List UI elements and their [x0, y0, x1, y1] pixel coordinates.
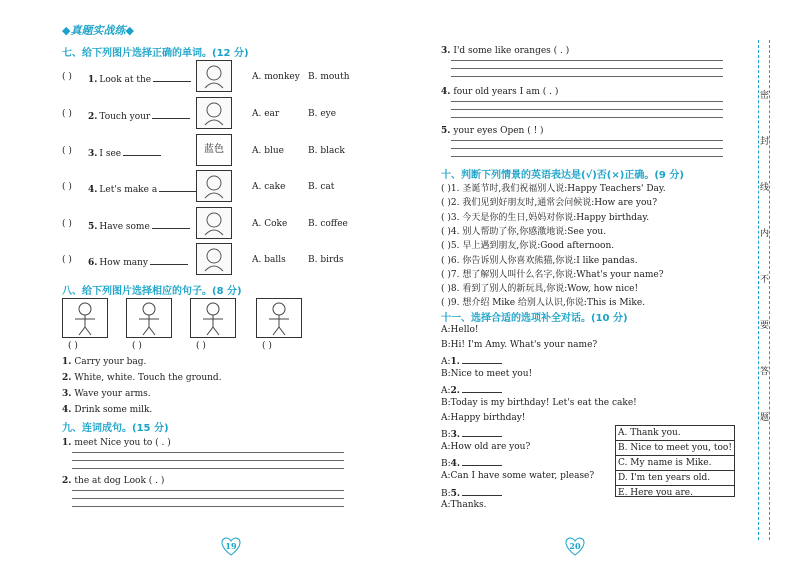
answer-blank[interactable]	[462, 383, 502, 393]
seal-char: 线	[760, 183, 770, 193]
option-4: D. I'm ten years old.	[616, 471, 734, 486]
writing-line[interactable]	[72, 460, 344, 461]
coke-can-picture	[196, 207, 232, 239]
item-number: 4.	[441, 87, 451, 97]
sentence-text: White, white. Touch the ground.	[74, 373, 222, 383]
writing-line[interactable]	[451, 76, 723, 77]
sentence-number: 1.	[62, 357, 72, 367]
seal-char: 内	[760, 229, 770, 239]
answer-blank[interactable]	[462, 354, 502, 364]
section-11-title: 十一、选择合适的选项补全对话。(10 分)	[441, 313, 628, 324]
seal-char: 答	[760, 367, 770, 377]
dialogue-line-5	[441, 383, 504, 396]
line-text: Hi! I'm Amy. What's your name?	[450, 339, 598, 350]
answer-blank[interactable]	[123, 146, 161, 156]
answer-blank[interactable]	[462, 456, 502, 466]
page-number-left-text: 19	[225, 541, 237, 551]
speaker: B:	[441, 459, 451, 470]
picture-answer-paren[interactable]: ( )	[262, 341, 272, 351]
seal-line-outer	[758, 40, 760, 540]
writing-line[interactable]	[451, 148, 723, 149]
sentence-text: Wave your arms.	[74, 389, 151, 399]
color-card	[196, 134, 232, 166]
section-7-title: 七、给下列图片选择正确的单词。(12 分)	[62, 48, 249, 59]
cake-picture	[196, 170, 232, 202]
question-text: How many	[99, 258, 149, 268]
word-order-2	[62, 476, 164, 486]
sentence-3	[62, 389, 151, 399]
speaker: B:	[441, 430, 451, 441]
line-text: Thanks.	[450, 500, 487, 511]
answer-blank[interactable]	[159, 182, 197, 192]
color-card-label: 蓝色	[204, 144, 224, 155]
speaker: B:	[441, 488, 451, 499]
dialogue-line-7	[441, 413, 525, 423]
page-number-right-text: 20	[569, 541, 581, 551]
option-a: A. balls	[252, 255, 286, 265]
item-words: I'd some like oranges ( . )	[453, 46, 570, 56]
option-b: B. mouth	[308, 72, 350, 82]
speaker: B:	[441, 339, 451, 350]
writing-line[interactable]	[451, 156, 723, 157]
monkey-picture	[196, 60, 232, 92]
question-text: Have some	[99, 222, 150, 232]
option-5: E. Here you are.	[618, 488, 693, 498]
speaker: A:	[441, 500, 451, 511]
dialogue-line-3	[441, 354, 504, 367]
item-words: your eyes Open ( ! )	[453, 126, 544, 136]
action-picture-1	[62, 298, 108, 338]
dialogue-line-8	[441, 427, 504, 440]
sentence-text: Drink some milk.	[74, 405, 153, 415]
writing-line[interactable]	[72, 490, 344, 491]
option-a: A. blue	[252, 146, 284, 156]
judge-item-3[interactable]: ( )3. 今天是你的生日,妈妈对你说:Happy birthday.	[441, 212, 650, 223]
item-words: meet Nice you to ( . )	[74, 438, 171, 448]
answer-blank[interactable]	[152, 109, 190, 119]
writing-line[interactable]	[451, 68, 723, 69]
page-number-left	[218, 535, 244, 557]
writing-line[interactable]	[451, 109, 723, 110]
item-number: 2.	[62, 476, 72, 486]
option-b: B. birds	[308, 255, 344, 265]
question-text: I see	[99, 149, 122, 159]
question-text: Look at the	[99, 75, 152, 85]
dialogue-line-1	[441, 325, 479, 335]
option-a: A. cake	[252, 182, 286, 192]
action-picture-2	[126, 298, 172, 338]
item-number: 3.	[441, 46, 451, 56]
line-text: 5.	[450, 488, 461, 499]
question-number: 1.	[88, 75, 98, 85]
line-text: Nice to meet you!	[450, 368, 533, 379]
word-order-5	[441, 126, 544, 136]
speaker: A:	[441, 325, 451, 335]
option-b: B. black	[308, 146, 345, 156]
option-2: B. Nice to meet you, too!	[616, 441, 734, 456]
dialogue-line-6	[441, 398, 637, 408]
speaker: B:	[441, 368, 451, 379]
sentence-1	[62, 357, 146, 367]
answer-blank[interactable]	[153, 72, 191, 82]
sentence-2	[62, 373, 222, 383]
action-picture-3	[190, 298, 236, 338]
question-number: 2.	[88, 112, 98, 122]
line-text: Hello!	[450, 325, 479, 335]
item-words: four old years I am ( . )	[453, 87, 559, 97]
answer-paren[interactable]: ( )	[62, 255, 72, 265]
sentence-text: Carry your bag.	[74, 357, 147, 367]
option-3: C. My name is Mike.	[616, 456, 734, 471]
option-a: A. monkey	[252, 72, 300, 82]
judge-item-9[interactable]: ( )9. 想介绍 Mike 给别人认识,你说:This is Mike.	[441, 298, 646, 309]
exam-tag: ◆真题实战练◆	[62, 24, 134, 37]
answer-paren[interactable]: ( )	[62, 72, 72, 82]
line-text: 3.	[450, 430, 461, 441]
judge-item-1[interactable]: ( )1. 圣诞节时,我们祝福别人说:Happy Teachers' Day.	[441, 184, 666, 194]
word-order-1	[62, 438, 171, 448]
seal-char: 不	[760, 275, 770, 285]
line-text: 4.	[450, 459, 461, 470]
question-number: 6.	[88, 258, 98, 268]
judge-item-4[interactable]: ( )4. 别人帮助了你,你感激地说:See you.	[441, 226, 607, 237]
dialogue-line-10	[441, 456, 504, 469]
seal-char: 题	[760, 413, 770, 423]
speaker: B:	[441, 398, 451, 408]
section-9-title: 九、连词成句。(15 分)	[62, 423, 169, 434]
dialogue-line-9	[441, 442, 530, 452]
seal-char: 封	[760, 137, 770, 147]
judge-item-5[interactable]: ( )5. 早上遇到朋友,你说:Good afternoon.	[441, 241, 615, 252]
action-picture-4	[256, 298, 302, 338]
option-b: B. eye	[308, 109, 337, 119]
picture-answer-paren[interactable]: ( )	[68, 341, 78, 351]
question-2	[88, 109, 192, 122]
judge-item-7[interactable]: ( )7. 想了解别人叫什么名字,你说:What's your name?	[441, 269, 664, 280]
speaker: A:	[441, 471, 451, 481]
judge-item-2[interactable]: ( )2. 我们见到好朋友时,通常会问候说:How are you?	[441, 198, 658, 209]
speaker: A:	[441, 412, 451, 423]
writing-line[interactable]	[451, 101, 723, 102]
item-words: the at dog Look ( . )	[74, 476, 165, 486]
item-number: 1.	[62, 438, 72, 448]
picture-answer-paren[interactable]: ( )	[132, 341, 142, 351]
option-a: A. Coke	[252, 219, 288, 229]
answer-paren[interactable]: ( )	[62, 219, 72, 229]
question-number: 5.	[88, 222, 98, 232]
seal-char: 密	[760, 91, 770, 101]
question-6	[88, 255, 190, 268]
picture-answer-paren[interactable]: ( )	[196, 341, 206, 351]
question-number: 4.	[88, 185, 98, 195]
question-number: 3.	[88, 149, 98, 159]
writing-line[interactable]	[451, 140, 723, 141]
seal-char: 要	[760, 321, 770, 331]
line-text: Today is my birthday! Let's eat the cake!	[450, 398, 637, 408]
speaker: A:	[441, 441, 451, 452]
writing-line[interactable]	[72, 468, 344, 469]
option-b: B. coffee	[308, 219, 348, 229]
answer-blank[interactable]	[462, 486, 502, 496]
question-text: Let's make a	[99, 185, 158, 195]
line-text: 2.	[450, 386, 460, 397]
word-order-3	[441, 46, 569, 56]
dialogue-line-2	[441, 340, 597, 350]
writing-line[interactable]	[72, 506, 344, 507]
answer-blank[interactable]	[150, 255, 188, 265]
sentence-4	[62, 405, 152, 415]
option-b: B. cat	[308, 182, 335, 192]
answer-blank[interactable]	[152, 219, 190, 229]
judge-item-6[interactable]: ( )6. 你告诉别人你喜欢熊猫,你说:I like pandas.	[441, 255, 638, 266]
word-order-4	[441, 87, 558, 97]
dialogue-line-12	[441, 486, 504, 499]
question-1	[88, 72, 193, 85]
line-text: How old are you?	[450, 441, 531, 452]
dialogue-line-11	[441, 471, 594, 481]
writing-line[interactable]	[72, 498, 344, 499]
answer-paren[interactable]: ( )	[62, 109, 72, 119]
question-3	[88, 146, 163, 159]
speaker: A:	[441, 386, 451, 397]
dialogue-line-4	[441, 369, 532, 379]
birds-picture	[196, 243, 232, 275]
question-5	[88, 219, 192, 232]
question-4	[88, 182, 199, 195]
judge-item-8[interactable]: ( )8. 看到了别人的新玩具,你说:Wow, how nice!	[441, 284, 639, 295]
sentence-number: 4.	[62, 405, 72, 415]
dialogue-line-13	[441, 500, 486, 510]
seal-line	[769, 40, 771, 540]
speaker: A:	[441, 357, 451, 368]
option-1: A. Thank you.	[616, 426, 734, 441]
line-text: Can I have some water, please?	[450, 471, 595, 481]
line-text: Happy birthday!	[450, 412, 526, 423]
question-text: Touch your	[99, 112, 151, 122]
answer-blank[interactable]	[462, 427, 502, 437]
item-number: 5.	[441, 126, 451, 136]
section-8-title: 八、给下列图片选择相应的句子。(8 分)	[62, 286, 242, 297]
sentence-number: 2.	[62, 373, 72, 383]
sentence-number: 3.	[62, 389, 72, 399]
answer-paren[interactable]: ( )	[62, 182, 72, 192]
writing-line[interactable]	[451, 117, 723, 118]
section-10-title: 十、判断下列情景的英语表达是(√)否(×)正确。(9 分)	[441, 170, 684, 181]
option-a: A. ear	[252, 109, 280, 119]
line-text: 1.	[450, 357, 460, 368]
options-box	[615, 425, 735, 497]
answer-paren[interactable]: ( )	[62, 146, 72, 156]
page-number-right	[562, 535, 588, 557]
writing-line[interactable]	[72, 452, 344, 453]
writing-line[interactable]	[451, 60, 723, 61]
eye-picture	[196, 97, 232, 129]
